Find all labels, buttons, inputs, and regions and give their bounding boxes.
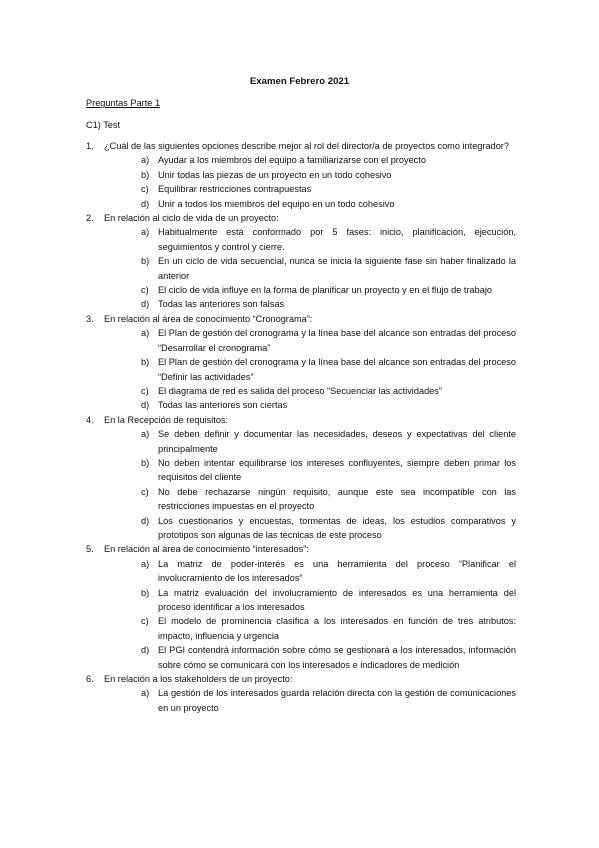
option-text: El Plan de gestión del cronograma y la línea base del alcance son entradas del proceso “Definir las actividades”: [158, 357, 516, 382]
answer-options: [86, 225, 516, 311]
answer-options: [86, 153, 516, 211]
option-letter: a): [141, 155, 150, 166]
option-letter: b): [141, 256, 150, 267]
option-text: En un ciclo de vida secuencial, nunca se inicia la siguiente fase sin haber finalizado la anterior: [158, 256, 516, 281]
option-text: Unir a todos los miembros del equipo en un todo cohesivo: [158, 198, 395, 209]
question-text: En relación al ciclo de vida de un proyecto:: [104, 213, 279, 224]
question-item: [86, 542, 516, 672]
question-list: [86, 139, 516, 715]
answer-option: [141, 225, 516, 254]
option-text: Todas las anteriores son falsas: [158, 299, 285, 310]
answer-option: [141, 557, 516, 586]
answer-option: [141, 254, 516, 283]
answer-options: [86, 557, 516, 672]
question-number: 6.: [86, 674, 94, 685]
question-number: 1.: [86, 141, 94, 151]
answer-option: [141, 197, 516, 211]
answer-options: [86, 427, 516, 542]
option-text: La matriz de poder-interés es una herramienta del proceso “Planificar el involucramiento de los interesados”: [158, 558, 516, 584]
option-letter: b): [141, 457, 150, 468]
option-text: Unir todas las piezas de un proyecto en un todo cohesivo: [158, 169, 392, 180]
answer-option: [141, 168, 516, 182]
page-title: Examen Febrero 2021: [249, 76, 350, 87]
option-letter: d): [141, 515, 150, 526]
option-letter: a): [141, 558, 150, 569]
answer-options: [86, 686, 516, 715]
option-text: Equilibrar restricciones contrapuestas: [158, 184, 312, 195]
option-letter: c): [141, 616, 149, 627]
option-text: Se deben definir y documentar las necesidades, deseos y expectativas del cliente principalmente: [158, 429, 516, 454]
option-letter: a): [141, 328, 150, 339]
answer-option: [141, 614, 516, 643]
option-text: El ciclo de vida influye en la forma de planificar un proyecto y en el flujo de trabajo: [158, 285, 493, 296]
question-item: [86, 139, 516, 211]
option-text: El PGI contendrá información sobre cómo se gestionará a los interesados, información sobre cómo se comunicará con los interesados e indicadores de medición: [158, 645, 516, 670]
question-item: [86, 413, 516, 543]
option-letter: a): [141, 429, 150, 440]
option-letter: c): [141, 184, 149, 195]
option-text: Todas las anteriores son ciertas: [158, 400, 288, 411]
option-letter: b): [141, 587, 150, 598]
answer-option: [141, 485, 516, 514]
question-number: 3.: [86, 313, 94, 324]
question-item: [86, 312, 516, 413]
option-letter: b): [141, 357, 150, 368]
answer-option: [141, 643, 516, 672]
option-letter: d): [141, 299, 150, 310]
answer-option: [141, 384, 516, 398]
question-number: 5.: [86, 544, 94, 555]
question-number: 2.: [86, 213, 94, 224]
section-heading: Preguntas Parte 1: [86, 98, 161, 108]
option-text: El diagrama de red es salida del proceso “Secuenciar las actividades”: [158, 385, 442, 396]
option-letter: d): [141, 198, 150, 209]
option-letter: c): [141, 486, 149, 497]
answer-option: [141, 326, 516, 355]
option-letter: b): [141, 169, 150, 180]
question-item: [86, 672, 516, 715]
answer-option: [141, 182, 516, 196]
question-text: En relación al área de conocimiento “interesados”:: [104, 544, 309, 555]
option-text: La matriz evaluación del involucramiento de interesados es una herramienta del proceso identificar a los interesados: [158, 587, 516, 612]
option-letter: a): [141, 688, 150, 699]
question-text: En la Recepción de requisitos:: [104, 414, 229, 425]
question-text: En relación a los stakeholders de un proyecto:: [104, 674, 293, 685]
answer-options: [86, 326, 516, 412]
answer-option: [141, 686, 516, 715]
option-letter: c): [141, 385, 149, 396]
answer-option: [141, 398, 516, 412]
option-text: Ayudar a los miembros del equipo a familiarizarse con el proyecto: [158, 155, 426, 166]
question-text: ¿Cuál de las siguientes opciones describe mejor al rol del director/a de proyectos como integrador?: [104, 141, 509, 151]
answer-option: [141, 283, 516, 297]
question-number: 4.: [86, 414, 94, 425]
option-text: La gestión de los interesados guarda relación directa con la gestión de comunicaciones en un proyecto: [158, 688, 516, 713]
answer-option: [141, 153, 516, 167]
option-letter: d): [141, 400, 150, 411]
option-text: No debe rechazarse ningún requisito, aunque este sea incompatible con las restricciones impuestas en el proyecto: [158, 486, 516, 512]
option-text: Los cuestionarios y encuestas, tormentas de ideas, los estudios comparativos y prototipos son algunas de las técnicas de este proceso: [158, 515, 516, 540]
option-text: No deben intentar equilibrarse los intereses confluyentes, siempre deben primar los requisitos del cliente: [158, 457, 516, 483]
option-text: El modelo de prominencia clasifica a los interesados en función de tres atributos: impacto, influencia y urgencia: [158, 616, 516, 641]
answer-option: [141, 355, 516, 384]
option-letter: d): [141, 645, 150, 656]
question-item: [86, 211, 516, 312]
option-text: El Plan de gestión del cronograma y la línea base del alcance son entradas del proceso “Desarrollar el cronograma”: [158, 328, 516, 353]
answer-option: [141, 514, 516, 543]
option-text: Habitualmente está conformado por 5 fases: inicio, planificación, ejecución, seguimientos y control y cierre.: [158, 227, 516, 252]
subsection-heading: C1) Test: [86, 120, 121, 130]
answer-option: [141, 586, 516, 615]
option-letter: a): [141, 227, 150, 238]
answer-option: [141, 456, 516, 485]
answer-option: [141, 427, 516, 456]
question-text: En relación al área de conocimiento “Cronograma”:: [104, 313, 313, 324]
answer-option: [141, 297, 516, 311]
option-letter: c): [141, 285, 149, 296]
